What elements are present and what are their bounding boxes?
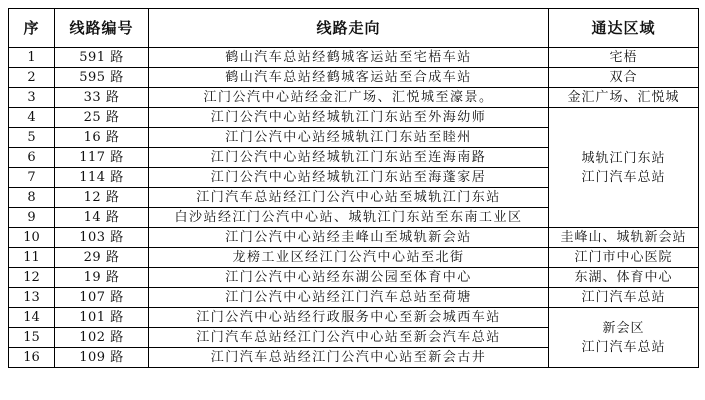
service-area-line: 江门汽车总站 (581, 339, 666, 355)
row-number: 11 (9, 248, 55, 268)
service-area-line: 江门市中心医院 (574, 250, 673, 265)
route-path: 江门汽车总站经江门公汽中心站至新会汽车总站 (149, 328, 549, 348)
route-path: 江门公汽中心站经金汇广场、汇悦城至濠景。 (149, 88, 549, 108)
route-number: 107 路 (55, 288, 149, 308)
route-number: 102 路 (55, 328, 149, 348)
table-row (9, 308, 699, 328)
table-row (9, 68, 699, 88)
routes-table (8, 8, 699, 368)
row-number: 9 (9, 208, 55, 228)
table-row (9, 268, 699, 288)
service-area-line: 江门汽车总站 (581, 169, 666, 185)
route-path: 江门公汽中心站经城轨江门东站至海蓬家居 (149, 168, 549, 188)
service-area (549, 48, 699, 68)
route-number: 14 路 (55, 208, 149, 228)
route-number: 109 路 (55, 348, 149, 368)
route-number: 12 路 (55, 188, 149, 208)
route-path: 江门公汽中心站经城轨江门东站至外海幼师 (149, 108, 549, 128)
table-row (9, 48, 699, 68)
route-path: 江门公汽中心站经东湖公园至体育中心 (149, 268, 549, 288)
route-number: 25 路 (55, 108, 149, 128)
route-path: 鹤山汽车总站经鹤城客运站至宅梧车站 (149, 48, 549, 68)
service-area (549, 248, 699, 268)
row-number: 6 (9, 148, 55, 168)
service-area (549, 108, 699, 228)
route-path: 龙榜工业区经江门公汽中心站至北街 (149, 248, 549, 268)
row-number: 3 (9, 88, 55, 108)
route-path: 江门公汽中心站经行政服务中心至新会城西车站 (149, 308, 549, 328)
table-row (9, 248, 699, 268)
route-path: 江门汽车总站经江门公汽中心站至新会古井 (149, 348, 549, 368)
row-number: 1 (9, 48, 55, 68)
header-row (9, 9, 699, 48)
route-number: 101 路 (55, 308, 149, 328)
header-area: 通达区域 (549, 9, 699, 48)
table-row (9, 288, 699, 308)
row-number: 10 (9, 228, 55, 248)
route-path: 江门公汽中心站经圭峰山至城轨新会站 (149, 228, 549, 248)
row-number: 15 (9, 328, 55, 348)
route-number: 16 路 (55, 128, 149, 148)
route-path: 白沙站经江门公汽中心站、城轨江门东站至东南工业区 (149, 208, 549, 228)
route-path: 鹤山汽车总站经鹤城客运站至合成车站 (149, 68, 549, 88)
service-area (549, 88, 699, 108)
row-number: 8 (9, 188, 55, 208)
service-area (549, 68, 699, 88)
service-area-line: 城轨江门东站 (581, 150, 666, 166)
service-area-line: 双合 (609, 70, 638, 85)
service-area-line: 宅梧 (609, 50, 638, 65)
route-number: 29 路 (55, 248, 149, 268)
header-no: 序 (9, 9, 55, 48)
route-number: 19 路 (55, 268, 149, 288)
table-row (9, 88, 699, 108)
row-number: 2 (9, 68, 55, 88)
row-number: 16 (9, 348, 55, 368)
service-area (549, 308, 699, 368)
route-number: 117 路 (55, 148, 149, 168)
service-area (549, 228, 699, 248)
service-area-line: 新会区 (602, 320, 645, 336)
service-area-line: 江门汽车总站 (581, 290, 666, 305)
service-area-line: 圭峰山、城轨新会站 (560, 230, 687, 245)
route-path: 江门公汽中心站经城轨江门东站至连海南路 (149, 148, 549, 168)
row-number: 7 (9, 168, 55, 188)
route-number: 591 路 (55, 48, 149, 68)
row-number: 5 (9, 128, 55, 148)
route-number: 103 路 (55, 228, 149, 248)
service-area-line: 金汇广场、汇悦城 (567, 90, 680, 105)
row-number: 12 (9, 268, 55, 288)
route-path: 江门汽车总站经江门公汽中心站至城轨江门东站 (149, 188, 549, 208)
row-number: 14 (9, 308, 55, 328)
route-number: 33 路 (55, 88, 149, 108)
route-path: 江门公汽中心站经城轨江门东站至睦州 (149, 128, 549, 148)
service-area (549, 288, 699, 308)
route-number: 595 路 (55, 68, 149, 88)
route-number: 114 路 (55, 168, 149, 188)
header-path: 线路走向 (149, 9, 549, 48)
route-path: 江门公汽中心站经江门汽车总站至荷塘 (149, 288, 549, 308)
table-row (9, 108, 699, 128)
header-route: 线路编号 (55, 9, 149, 48)
table-row (9, 228, 699, 248)
row-number: 13 (9, 288, 55, 308)
service-area (549, 268, 699, 288)
service-area-line: 东湖、体育中心 (574, 270, 673, 285)
row-number: 4 (9, 108, 55, 128)
